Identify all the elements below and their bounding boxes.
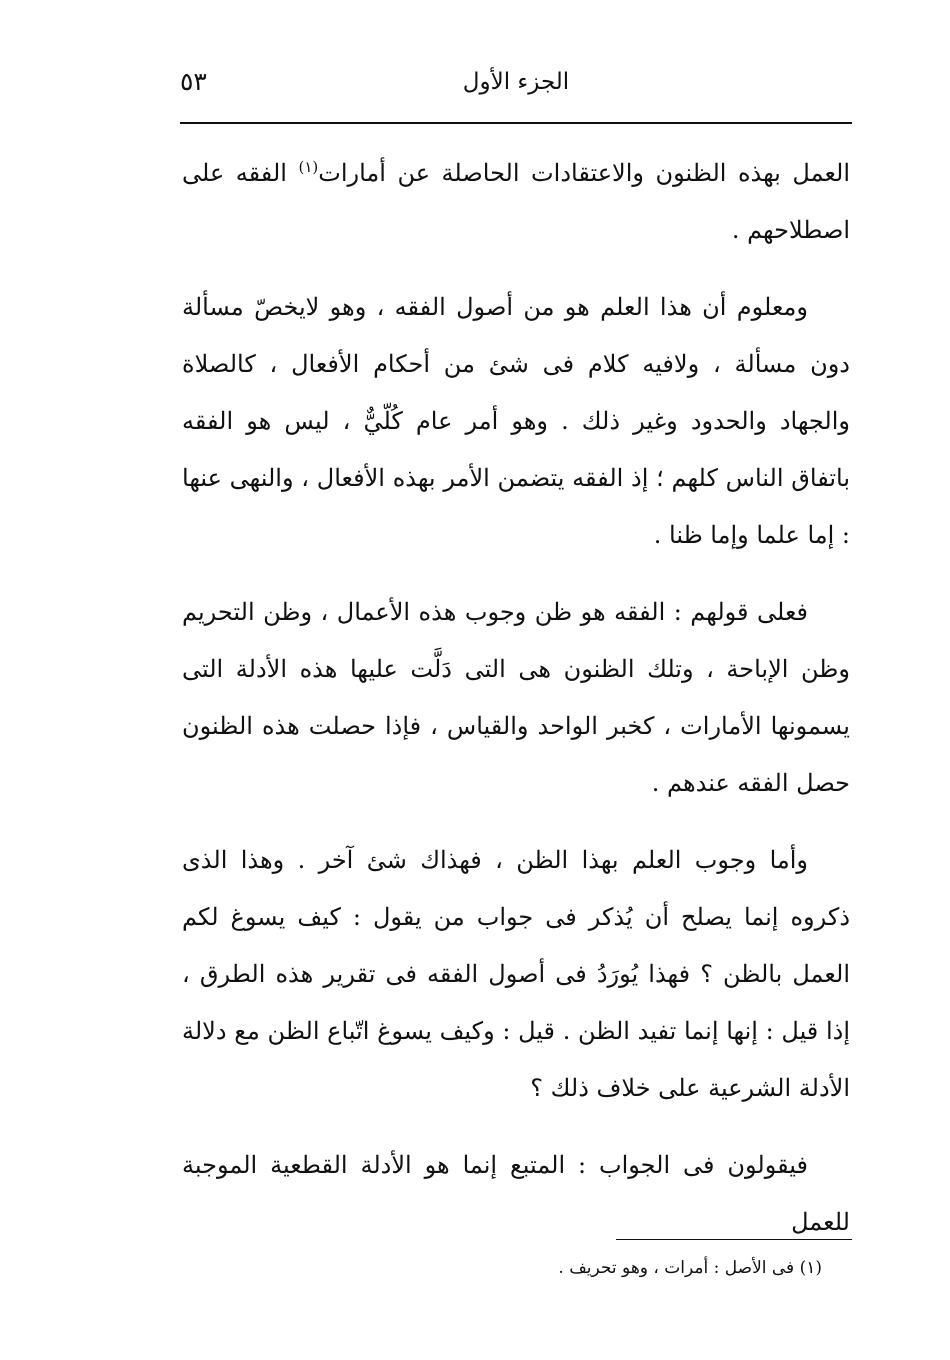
paragraph-1 [182,145,850,259]
footnote: (١) فى الأصل : أمرات ، وهو تحريف . [558,1258,822,1278]
paragraph-2: ومعلوم أن هذا العلم هو من أصول الفقه ، وهو لايخصّ مسألة دون مسألة ، ولافيه كلام فى شئ من أحكام الأفعال ، كالصلاة والجهاد والحدود وغير ذلك . وهو أمر عام كُلّيٌّ ، ليس هو الفقه باتفاق الناس كلهم ؛ إذ الفقه يتضمن الأمر بهذه الأفعال ، والنهى عنها : إما علما وإما ظنا . [182,293,850,549]
main-text [182,145,850,1251]
page-number: ٥٣ [180,67,207,96]
paragraph-4: وأما وجوب العلم بهذا الظن ، فهذاك شئ آخر . وهذا الذى ذكروه إنما يصلح أن يُذكر فى جواب من يقول : كيف يسوغ لكم العمل بالظن ؟ فهذا يُورَدُ فى أصول الفقه فى تقرير هذه الطرق ، إذا قيل : إنها إنما تفيد الظن . قيل : وكيف يسوغ اتّباع الظن مع دلالة الأدلة الشرعية على خلاف ذلك ؟ [182,846,850,1102]
footnote-divider [616,1239,852,1240]
paragraph-5: فيقولون فى الجواب : المتبع إنما هو الأدلة القطعية الموجبة للعمل [182,1151,850,1236]
paragraph-1-text-b: الفقه على اصطلاحهم . [182,159,850,244]
footnote-reference: (١) [298,158,319,176]
header-divider [180,122,852,124]
paragraph-1-text-a: العمل بهذه الظنون والاعتقادات الحاصلة عن أمارات [318,159,850,187]
page-header [180,62,852,102]
running-title: الجزء الأول [462,69,570,95]
paragraph-3: فعلى قولهم : الفقه هو ظن وجوب هذه الأعمال ، وظن التحريم وظن الإباحة ، وتلك الظنون هى التى دَلَّت عليها هذه الأدلة التى يسمونها الأمارات ، كخبر الواحد والقياس ، فإذا حصلت هذه الظنون حصل الفقه عندهم . [182,598,850,797]
